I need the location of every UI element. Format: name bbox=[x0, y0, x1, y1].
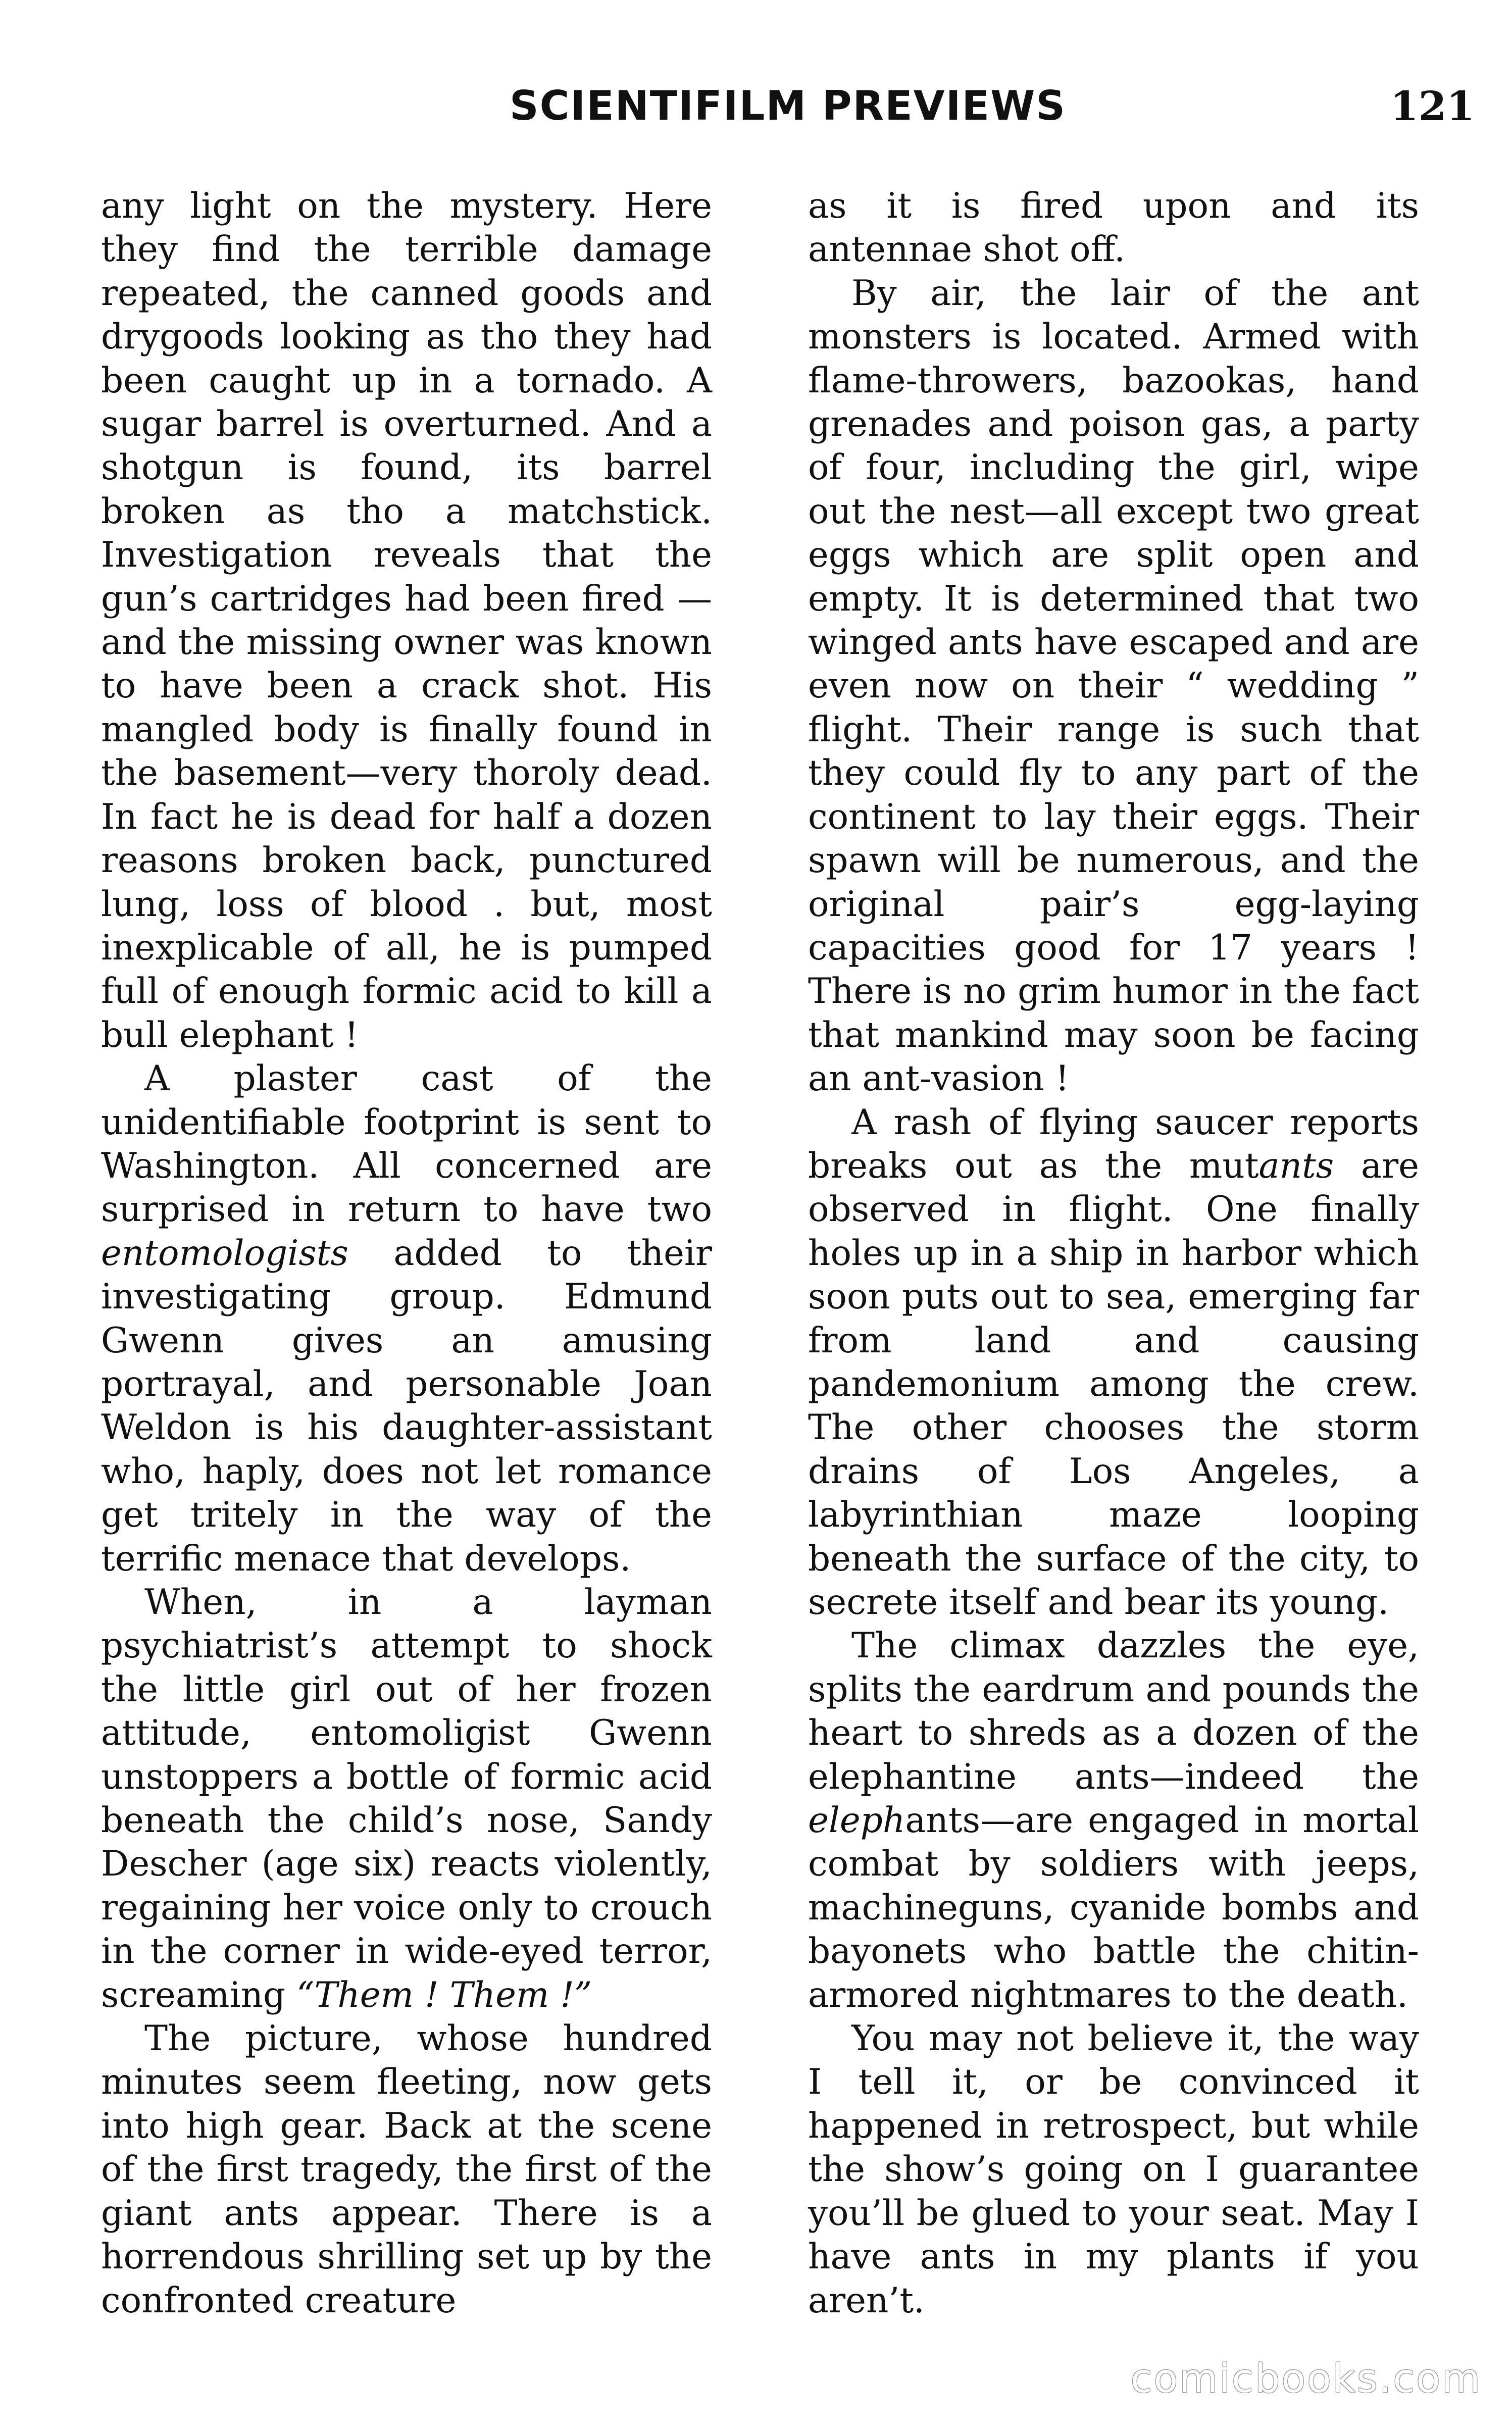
running-head bbox=[101, 76, 1475, 136]
page-number: 121 bbox=[1390, 82, 1475, 130]
paragraph bbox=[808, 1624, 1419, 2017]
italic-text: “Them ! Them !” bbox=[296, 1974, 592, 2015]
right-column bbox=[808, 184, 1419, 2322]
italic-text: ants bbox=[1258, 1145, 1334, 1186]
italic-text: entomologists bbox=[101, 1233, 348, 1274]
paragraph: any light on the mystery. Here they find the terrible damage repeated, the canned goods and drygoods looking as tho they had been caught up in a tornado. A sugar barrel is overturned. And a shotgun is found, its barrel broken as tho a matchstick. Investigation reveals that the gun’s cartridges had been fired —and the missing owner was known to have been a crack shot. His mangled body is finally found in the basement—very thoroly dead. In fact he is dead for half a dozen reasons broken back, punctured lung, loss of blood . but, most inexplicable of all, he is pumped full of enough formic acid to kill a bull elephant ! bbox=[101, 186, 712, 1055]
paragraph bbox=[101, 1581, 712, 2017]
text-run: A plaster cast of the unidentifiable footprint is sent to Washington. All concerned are surprised in return to have two bbox=[101, 1058, 712, 1230]
text-run: The climax dazzles the eye, splits the eardrum and pounds the heart to shreds as a dozen of the elephantine ants—indeed the bbox=[808, 1626, 1419, 1797]
italic-text: eleph bbox=[808, 1800, 905, 1841]
text-run: A rash of flying saucer reports breaks out as the mut bbox=[808, 1102, 1419, 1186]
text-run: are observed in flight. One finally holes up in a ship in harbor which soon puts out to sea, emerging far from land and causing pandemonium among the crew. The other chooses the storm drains of Los Angeles, a labyrinthian maze looping beneath the surface of the city, to secrete itself and bear its young. bbox=[808, 1145, 1419, 1623]
running-title: SCIENTIFILM PREVIEWS bbox=[510, 82, 1066, 129]
paragraph: You may not believe it, the way I tell it, or be convinced it happened in retrospect, but while the show’s going on I guarantee you’ll be glued to your seat. May I have ants in my plants if you aren’t. bbox=[808, 2018, 1419, 2321]
text-run: ants—are engaged in mortal combat by soldiers with jeeps, machineguns, cyanide bombs and bayonets who battle the chitin-armored nightmares to the death. bbox=[808, 1800, 1419, 2015]
text-run: When, in a layman psychiatrist’s attempt to shock the little girl out of her frozen attitude, entomoligist Gwenn unstoppers a bottle of formic acid beneath the child’s nose, Sandy Descher (age six) reacts violently, regaining her voice only to crouch in the corner in wide-eyed terror, screaming bbox=[101, 1582, 712, 2015]
left-column bbox=[101, 184, 712, 2322]
paragraph: as it is fired upon and its antennae shot off. bbox=[808, 186, 1419, 270]
paragraph: By air, the lair of the ant monsters is located. Armed with flame-throwers, bazookas, hand grenades and poison gas, a party of four, including the girl, wipe out the nest—all except two great eggs which are split open and empty. It is determined that two winged ants have escaped and are even now on their “ wedding ” flight. Their range is such that they could fly to any part of the continent to lay their eggs. Their spawn will be numerous, and the original pair’s egg-laying capacities good for 17 years ! There is no grim humor in the fact that mankind may soon be facing an ant-vasion ! bbox=[808, 273, 1419, 1099]
paragraph bbox=[101, 1057, 712, 1581]
watermark: comicbooks.com bbox=[1130, 2356, 1482, 2402]
paragraph bbox=[808, 1101, 1419, 1625]
text-run: added to their investigating group. Edmund Gwenn gives an amusing portrayal, and personable Joan Weldon is his daughter-assistant who, haply, does not let romance get tritely in the way of the terrific menace that develops. bbox=[101, 1233, 712, 1579]
paragraph: The picture, whose hundred minutes seem fleeting, now gets into high gear. Back at the scene of the first tragedy, the first of the giant ants appear. There is a horrendous shrilling set up by the confronted creature bbox=[101, 2018, 712, 2321]
